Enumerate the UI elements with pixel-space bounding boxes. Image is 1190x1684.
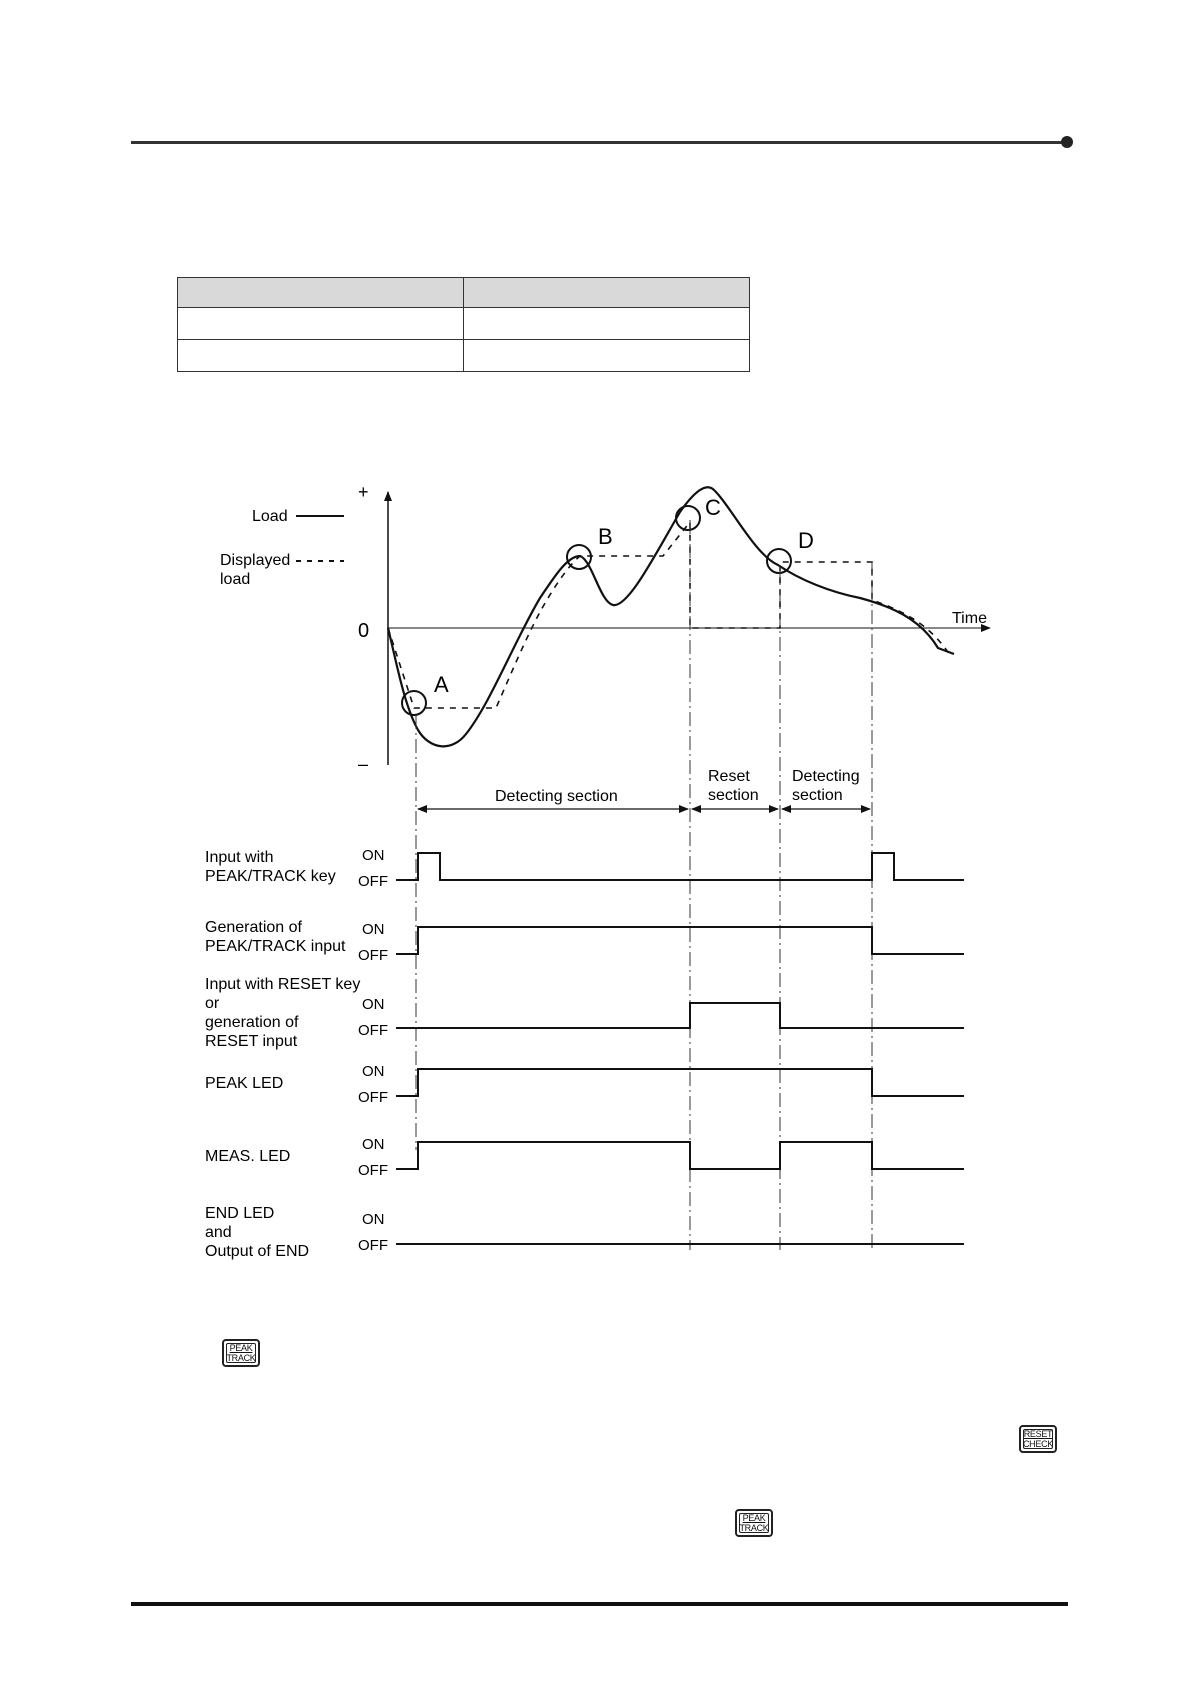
- legend-load-label: Load: [252, 508, 288, 525]
- point-a-marker: [402, 691, 426, 715]
- axis-plus-label: +: [358, 482, 369, 502]
- load-curve: [388, 487, 954, 746]
- signal-peak-track-input-label-2: PEAK/TRACK input: [205, 938, 346, 955]
- on-off-labels: [358, 847, 388, 1254]
- wave-peak-track-input: [396, 927, 964, 954]
- off-label-row6: OFF: [358, 1237, 388, 1254]
- point-a-label: A: [434, 672, 449, 697]
- key-top-label: RESET: [1023, 1429, 1053, 1439]
- off-label-row1: OFF: [358, 873, 388, 890]
- waveforms: [396, 853, 964, 1244]
- key-bottom-label: CHECK: [1022, 1439, 1053, 1449]
- on-label-row3: ON: [362, 996, 385, 1013]
- signal-end-led-label-2: and: [205, 1224, 232, 1241]
- off-label-row5: OFF: [358, 1162, 388, 1179]
- section-guides: [416, 520, 872, 1250]
- reset-check-key-icon: [1019, 1425, 1057, 1453]
- legend-displayed-label: Displayed: [220, 552, 291, 569]
- signal-reset-label: Input with RESET key: [205, 976, 361, 993]
- key-top-label: PEAK: [229, 1343, 253, 1353]
- key-bottom-label: TRACK: [739, 1523, 769, 1533]
- wave-peak-led: [396, 1069, 964, 1096]
- axis-zero-label: 0: [358, 620, 370, 642]
- point-c-marker: [676, 506, 700, 530]
- signal-peak-track-key-label: Input with: [205, 849, 274, 866]
- reset-section-label-2: section: [708, 787, 759, 804]
- point-b-label: B: [598, 524, 613, 549]
- reset-section-label: Reset: [708, 768, 750, 785]
- detecting-section-2-label: Detecting: [792, 768, 860, 785]
- wave-peak-track-key: [396, 853, 964, 880]
- signal-peak-track-input-label: Generation of: [205, 919, 302, 936]
- signal-labels: [205, 849, 360, 1260]
- point-d-label: D: [798, 528, 814, 553]
- signal-meas-led-label: MEAS. LED: [205, 1148, 291, 1165]
- key-top-label: PEAK: [742, 1513, 766, 1523]
- on-label-row5: ON: [362, 1136, 385, 1153]
- on-label-row1: ON: [362, 847, 385, 864]
- signal-end-led-label: END LED: [205, 1205, 275, 1222]
- detecting-section-label: Detecting section: [495, 788, 618, 805]
- detecting-section-2-label-2: section: [792, 787, 843, 804]
- wave-reset-input: [396, 1003, 964, 1028]
- off-label-row4: OFF: [358, 1089, 388, 1106]
- peak-track-key-icon-2: [735, 1509, 773, 1537]
- wave-meas-led: [396, 1142, 964, 1169]
- point-c-label: C: [705, 495, 721, 520]
- on-label-row4: ON: [362, 1063, 385, 1080]
- on-label-row2: ON: [362, 921, 385, 938]
- signal-end-led-label-3: Output of END: [205, 1243, 310, 1260]
- signal-reset-label-3: generation of: [205, 1014, 299, 1031]
- signal-reset-label-4: RESET input: [205, 1033, 298, 1050]
- key-bottom-label: TRACK: [226, 1353, 256, 1363]
- signal-reset-label-2: or: [205, 995, 220, 1012]
- peak-track-key-icon: [222, 1339, 260, 1367]
- off-label-row2: OFF: [358, 947, 388, 964]
- signal-peak-track-key-label-2: PEAK/TRACK key: [205, 868, 336, 885]
- signal-peak-led-label: PEAK LED: [205, 1075, 284, 1092]
- off-label-row3: OFF: [358, 1022, 388, 1039]
- displayed-load-curve: [388, 522, 950, 708]
- legend-displayed-label-2: load: [220, 571, 251, 588]
- on-label-row6: ON: [362, 1211, 385, 1228]
- footer-rule: [131, 1602, 1068, 1606]
- axis-time-label: Time: [952, 610, 987, 627]
- axis-minus-label: –: [358, 754, 369, 774]
